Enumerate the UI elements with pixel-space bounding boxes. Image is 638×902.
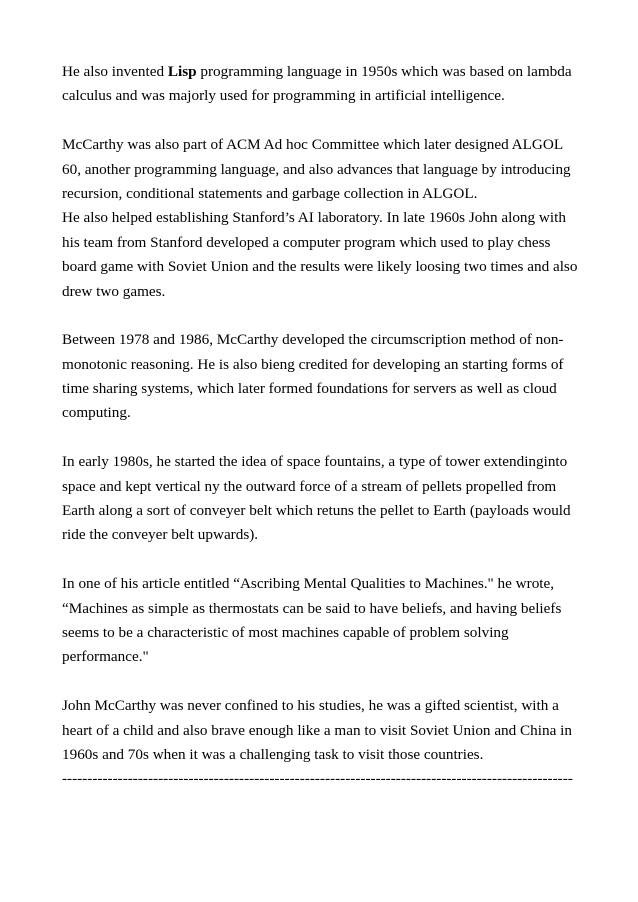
text-line: seems to be a characteristic of most machines capable of problem solving: [62, 623, 509, 641]
text-line: [62, 60, 582, 84]
dashed-separator: -----------------------------------------------------------------------------------------------------: [62, 770, 573, 788]
paragraph-circumscription: [62, 328, 582, 426]
text-line: John McCarthy was never confined to his studies, he was a gifted scientist, with a: [62, 697, 559, 715]
text-run: programming language in 1950s which was based on lambda: [196, 63, 572, 80]
paragraph-lisp: [62, 60, 582, 109]
text-line: Earth along a sort of conveyer belt which retuns the pellet to Earth (payloads would: [62, 502, 571, 520]
text-line: 1960s and 70s when it was a challenging task to visit those countries.: [62, 745, 484, 763]
paragraph-space-fountains: [62, 450, 582, 548]
text-line: calculus and was majorly used for programming in artificial intelligence.: [62, 87, 505, 105]
text-line: time sharing systems, which later formed foundations for servers as well as cloud: [62, 380, 557, 398]
text-line: heart of a child and also brave enough like a man to visit Soviet Union and China in: [62, 721, 572, 739]
paragraph-gap: [62, 109, 582, 133]
text-line: space and kept vertical ny the outward force of a stream of pellets propelled from: [62, 477, 557, 495]
text-line: “Machines as simple as thermostats can be said to have beliefs, and having beliefs: [62, 599, 562, 617]
text-line: monotonic reasoning. He is also bieng credited for developing an starting forms of: [62, 355, 564, 373]
text-line: Between 1978 and 1986, McCarthy developed the circumscription method of non-: [62, 331, 564, 349]
text-line: In early 1980s, he started the idea of space fountains, a type of tower extendinginto: [62, 453, 568, 471]
paragraph-gap: [62, 304, 582, 328]
paragraph-gap: [62, 548, 582, 572]
paragraph-algol: [62, 133, 582, 304]
paragraph-conclusion: [62, 694, 582, 767]
text-line: In one of his article entitled “Ascribing Mental Qualities to Machines." he wrote,: [62, 575, 555, 593]
text-line: performance.": [62, 648, 149, 666]
text-line: his team from Stanford developed a computer program which used to play chess: [62, 233, 551, 251]
paragraph-gap: [62, 426, 582, 450]
text-line: 60, another programming language, and also advances that language by introducing: [62, 160, 571, 178]
paragraph-mental-qualities: [62, 572, 582, 670]
text-line: McCarthy was also part of ACM Ad hoc Committee which later designed ALGOL: [62, 136, 564, 154]
text-line: He also helped establishing Stanford’s AI laboratory. In late 1960s John along with: [62, 209, 566, 227]
text-line: computing.: [62, 404, 131, 422]
paragraph-gap: [62, 670, 582, 694]
text-line: recursion, conditional statements and garbage collection in ALGOL.: [62, 184, 478, 202]
lisp-bold-term: Lisp: [167, 63, 197, 80]
text-line: ride the conveyer belt upwards).: [62, 526, 259, 544]
document-body: [62, 60, 582, 792]
text-line: drew two games.: [62, 282, 166, 300]
text-line: board game with Soviet Union and the results were likely loosing two times and also: [62, 258, 578, 276]
text-run: He also invented: [62, 63, 168, 80]
